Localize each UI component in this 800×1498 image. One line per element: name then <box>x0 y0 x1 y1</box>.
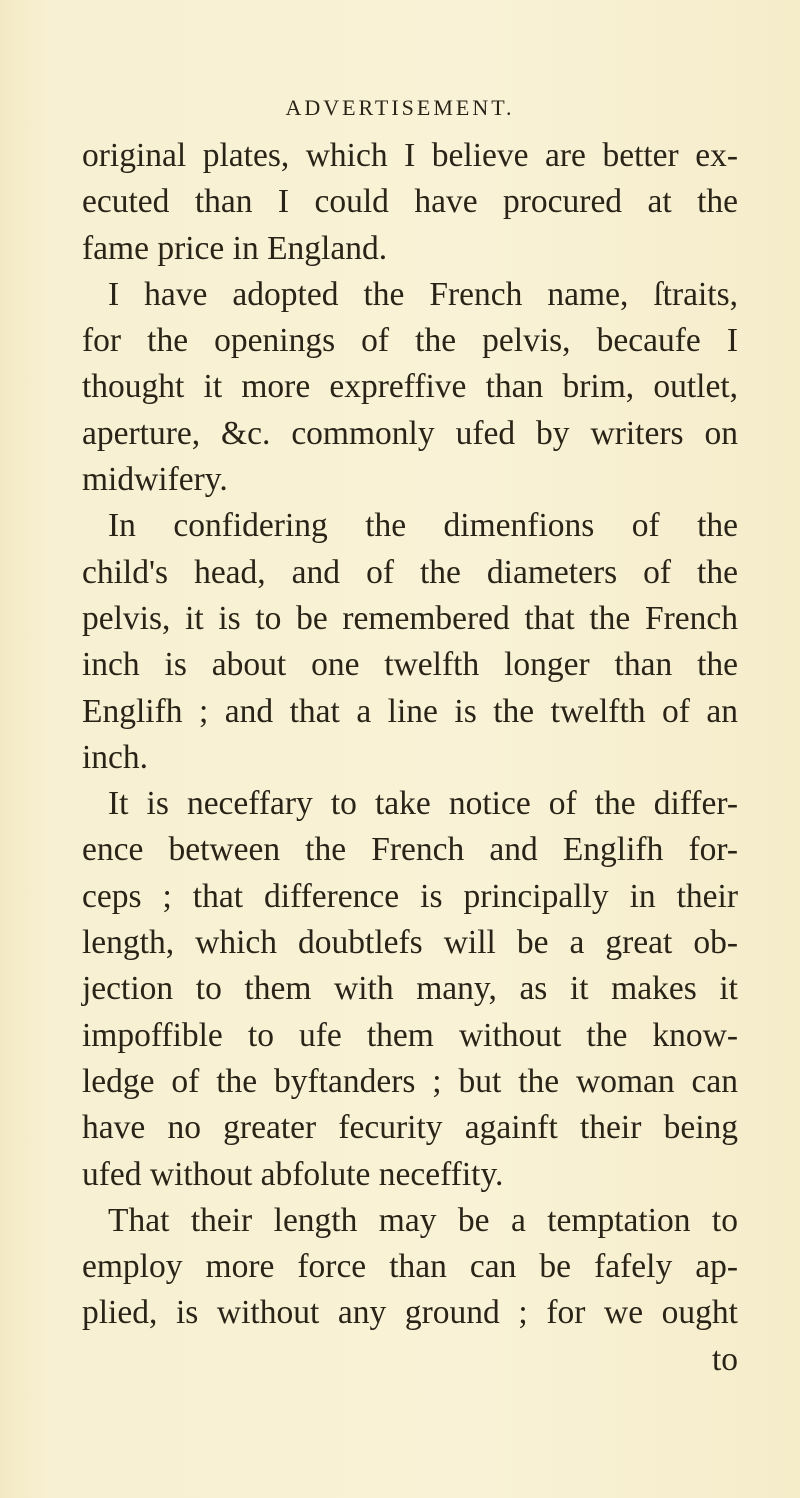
text-line: That their length may be a temptation to <box>108 1201 738 1239</box>
text-line: impoffible to ufe them without the know- <box>82 1016 738 1054</box>
text-line: inch. <box>82 738 149 776</box>
text-line: length, which doubtlefs will be a great ob- <box>82 924 738 962</box>
text-line: In confidering the dimenfions of the <box>108 507 738 545</box>
text-line: child's head, and of the diameters of the <box>82 553 738 591</box>
text-line: ence between the French and Englifh for- <box>82 831 738 869</box>
text-line: Englifh ; and that a line is the twelfth of an <box>82 692 738 730</box>
text-line: have no greater fecurity againft their being <box>82 1109 738 1147</box>
text-line: ufed without abfolute neceffity. <box>82 1155 504 1193</box>
text-line: thought it more expreffive than brim, outlet, <box>82 368 738 406</box>
text-line: aperture, &c. commonly ufed by writers on <box>82 414 738 452</box>
text-line: ecuted than I could have procured at the <box>82 183 738 221</box>
text-line: plied, is without any ground ; for we ought <box>82 1294 738 1332</box>
running-header: ADVERTISEMENT. <box>285 95 515 120</box>
text-line: It is neceffary to take notice of the differ- <box>108 785 738 823</box>
text-line: jection to them with many, as it makes it <box>82 970 738 1008</box>
text-line: ledge of the byftanders ; but the woman can <box>82 1062 738 1100</box>
text-line: inch is about one twelfth longer than the <box>82 646 738 684</box>
body-text <box>82 133 738 1383</box>
text-line: pelvis, it is to be remembered that the French <box>82 599 738 637</box>
text-line: employ more force than can be fafely ap- <box>82 1248 738 1286</box>
text-line: midwifery. <box>82 461 228 499</box>
catchword: to <box>711 1340 738 1378</box>
text-line: I have adopted the French name, ſtraits, <box>108 275 738 313</box>
text-line: ceps ; that difference is principally in their <box>82 877 738 915</box>
text-line: original plates, which I believe are better ex- <box>82 137 738 174</box>
text-line: for the openings of the pelvis, becaufe I <box>82 322 738 360</box>
text-line: fame price in England. <box>82 229 388 267</box>
